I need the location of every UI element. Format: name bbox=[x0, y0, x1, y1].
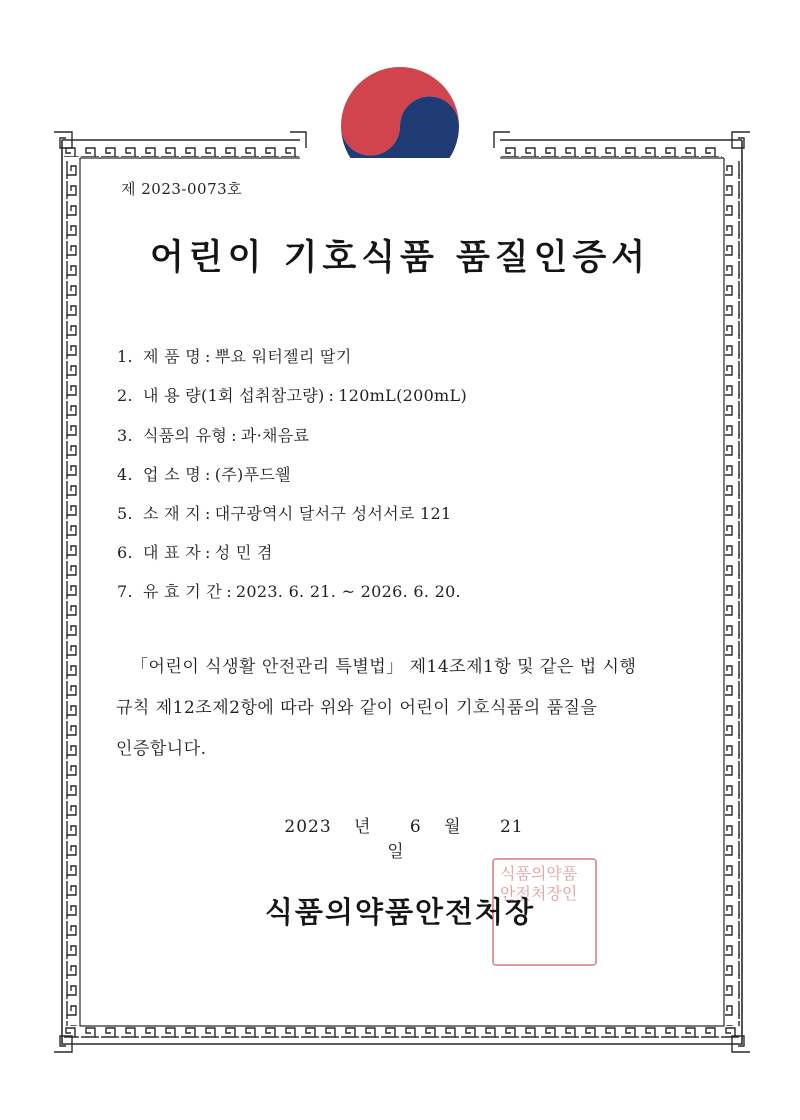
body-line-2: 규칙 제12조제2항에 따라 위와 같이 어린이 기호식품의 품질을 bbox=[116, 698, 598, 718]
item-representative: 6. 대 표 자 : 성 민 겸 bbox=[117, 543, 273, 562]
item-product-name: 1. 제 품 명 : 뿌요 워터젤리 딸기 bbox=[117, 347, 352, 366]
taegeuk-emblem-icon bbox=[335, 62, 465, 174]
issue-day: 21 일 bbox=[387, 817, 524, 862]
body-line-1: 「어린이 식생활 안전관리 특별법」 제14조제1항 및 같은 법 시행 bbox=[131, 657, 637, 677]
item-content-volume: 2. 내 용 량(1회 섭취참고량) : 120mL(200mL) bbox=[117, 386, 467, 405]
certificate-number: 제 2023-0073호 bbox=[121, 180, 243, 198]
item-validity-period: 7. 유 효 기 간 : 2023. 6. 21. ~ 2026. 6. 20. bbox=[117, 582, 461, 601]
body-line-3: 인증합니다. bbox=[116, 739, 207, 759]
issue-month: 6 월 bbox=[409, 817, 462, 837]
item-food-type: 3. 식품의 유형 : 과·채음료 bbox=[117, 426, 310, 445]
item-business-name: 4. 업 소 명 : (주)푸드웰 bbox=[117, 465, 291, 484]
issue-date bbox=[250, 812, 550, 862]
issuer-name: 식품의약품안전처장 bbox=[264, 895, 536, 929]
issue-year: 2023 년 bbox=[284, 817, 372, 837]
item-address: 5. 소 재 지 : 대구광역시 달서구 성서서로 121 bbox=[117, 504, 452, 523]
document-title: 어린이 기호식품 품질인증서 bbox=[149, 237, 651, 278]
seal-text: 식품의약품안전처장인 bbox=[500, 864, 578, 903]
